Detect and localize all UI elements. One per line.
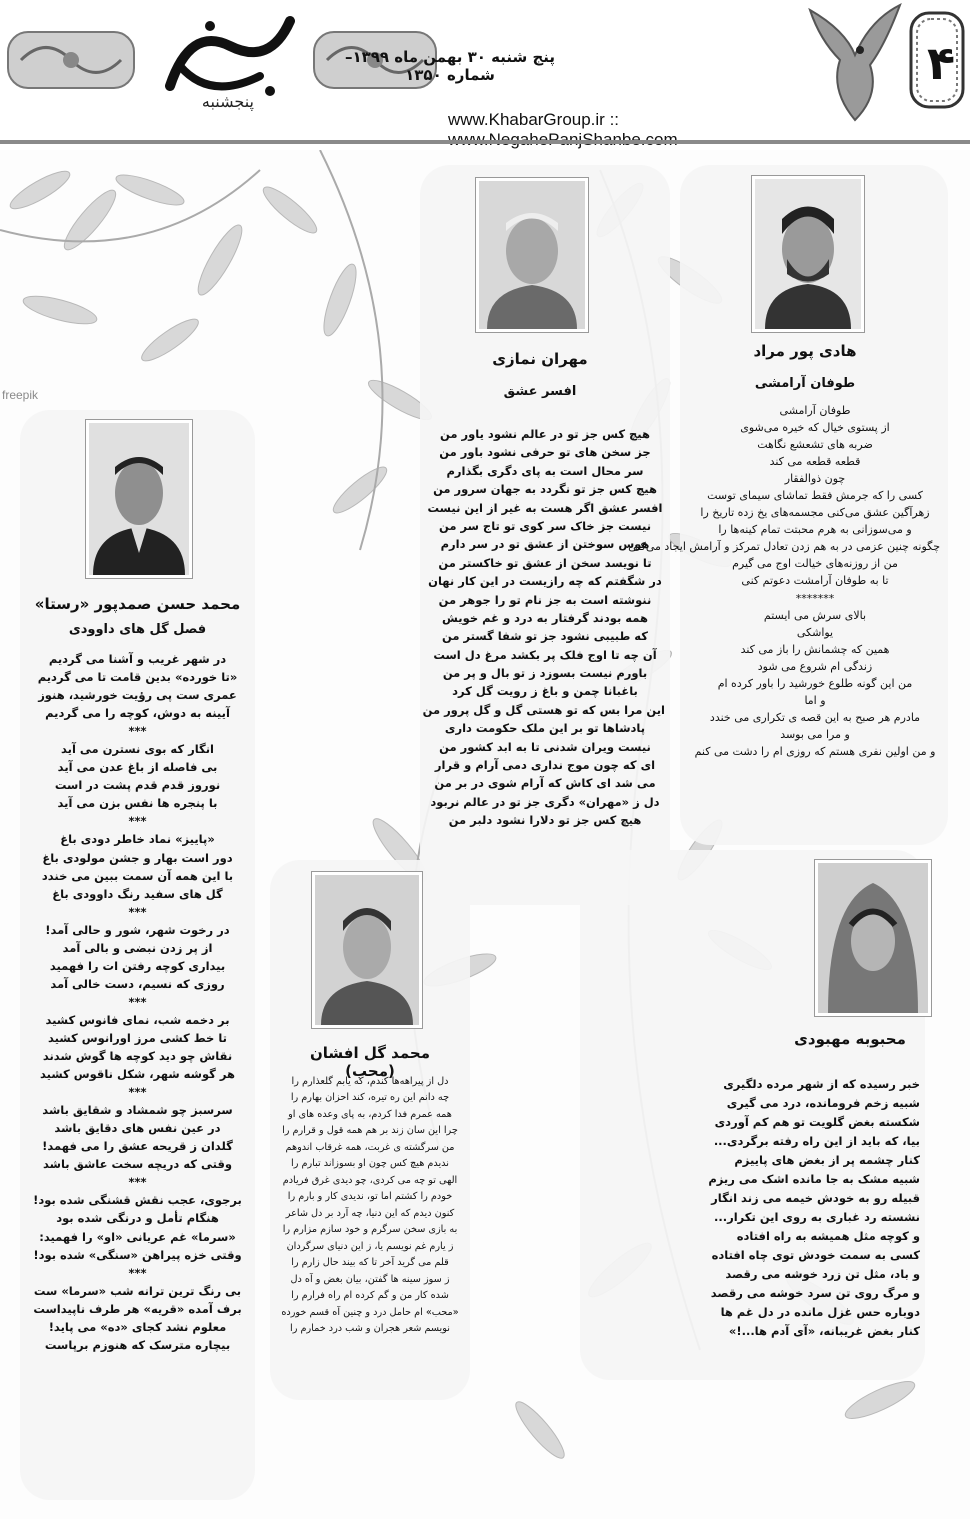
poem-title-hadi: طوفان آرامشی xyxy=(754,376,856,391)
page-number: ۴ xyxy=(926,36,956,90)
poem-line: بی رنگ ترین ترانه شب «سرما» ست xyxy=(33,1283,242,1298)
poem-line: چرا این سان زند بر هم همه قول و قرارم را xyxy=(282,1125,458,1137)
poem-line: شبیه مشک به جا مانده اشک می ریزم xyxy=(708,1171,920,1186)
poem-line: ای که چون موج نداری دمی آرام و قرار xyxy=(434,758,656,773)
poem-line: نوروز قدم قدم پشت در است xyxy=(54,778,221,793)
poem-line: که طبیبی نشود جز تو شفا گستر من xyxy=(442,629,648,644)
avatar-hadi xyxy=(752,176,864,332)
poem-line: این مرا بس که تو هستی گل و گل پرور من xyxy=(422,702,665,717)
poem-line: و اما xyxy=(804,693,826,707)
portrait-man-suit-icon xyxy=(89,423,189,575)
poem-line: خودم را کشتم اما تو، ندیدی کار و بارم را xyxy=(287,1191,453,1203)
poem-line: تا نویسد سخن از عشق تو خاکستر من xyxy=(438,555,652,570)
poem-line: با این همه آن سمت ببین می خندد xyxy=(41,868,234,883)
poem-line: با پنجره ها نفس بزن می آید xyxy=(57,796,218,811)
poem-line: خبر رسیده که از شهر مرده دلگیری xyxy=(723,1077,920,1091)
poem-line: همین که چشمانش را باز می کند xyxy=(740,642,890,656)
poem-line: بیا، که باید از این راه رفته برگردی... xyxy=(713,1133,920,1148)
poem-line: ******* xyxy=(795,591,835,605)
poem-line: در شگفتم که چه رازیست در این کار نهان xyxy=(428,574,662,589)
poem-mehran xyxy=(422,425,665,830)
avatar-mahboubeh xyxy=(815,860,931,1016)
poem-line: هوس سوختن از عشق تو در سر دارم xyxy=(440,537,650,552)
poem-line: قبیله رو به خودش خیمه می زند انگار xyxy=(711,1190,920,1205)
poem-title-sadampour: فصل گل های داوودی xyxy=(68,622,207,637)
author-name-hadi: هادی پور مراد xyxy=(753,342,857,360)
ornament-left-icon xyxy=(6,30,136,90)
poem-line: هیچ کس جز تو نگردد به جهان سرور من xyxy=(433,482,657,497)
poem-line: *** xyxy=(128,994,147,1009)
poem-line: همه بودند گرفتار به درد و غم خویش xyxy=(442,610,648,625)
poem-line: هیچ کس جز تو دلارا نشود دلبر من xyxy=(448,813,642,828)
avatar-sadampour xyxy=(86,420,192,578)
poem-line: ندیدم هیچ کس چون او بسوزاند تبارم را xyxy=(291,1158,449,1170)
poem-line: بیداری کوچه رفتن ات را فهمید xyxy=(49,958,226,973)
poem-line: الهی تو چه می کردی، چو دیدی غرق فریادم xyxy=(282,1174,458,1186)
poem-line: و مرا می بوسد xyxy=(780,727,850,741)
poem-line: کسی به سمت خودش توی چاه افتاده xyxy=(711,1247,920,1262)
poem-line: وقتی خزه پیراهن «سنگی» شده بود! xyxy=(33,1247,242,1262)
poem-line: زندگی ام شروع می شود xyxy=(757,659,873,673)
poem-line: شبیه زخم فرومانده، درد می گیری xyxy=(726,1095,920,1110)
poem-line: زهرآگین عشق می‌کنی مجسمه‌های یخ زده تاریخ را xyxy=(700,506,930,520)
poem-line: یواشکی xyxy=(796,625,834,639)
avatar-mehran xyxy=(476,178,588,332)
poem-line: پادشاها تو بر این ملک حکومت داری xyxy=(444,721,646,736)
portrait-young-man-icon xyxy=(315,875,419,1025)
poem-line: و مرگ روی تن سرد خوشه می رقصد xyxy=(710,1285,920,1300)
poem-line: چگونه چنین عزمی در به هم زدن تعادل تمرکز و آرامش ایجاد می‌کنی xyxy=(628,540,940,554)
poem-line: نیست ویران شدنی تا به ابد کشور من xyxy=(439,739,651,754)
poem-line: انگار که بوی نسترن می آید xyxy=(61,742,214,757)
masthead xyxy=(0,0,970,150)
poem-line: من سرگشته ی غربت، همه غرقاب اندوهم xyxy=(285,1141,455,1153)
poem-line: آیینه به دوش، کوچه را می گردیم xyxy=(45,706,230,721)
poem-line: و می‌سوزانی به هرم محبتت تمام کینه‌ها را xyxy=(718,523,912,537)
poem-line: مادرم هر صبح به این قصه ی تکراری می خندد xyxy=(709,710,921,724)
poem-line: و کوچه مثل همیشه به راه افتاده xyxy=(736,1228,920,1243)
poem-line: در عین نفس های دقایق باشد xyxy=(54,1121,221,1136)
website-links[interactable]: www.KhabarGroup.ir :: xyxy=(448,110,620,129)
poem-line: از پر زدن نبضی و بالی آمد xyxy=(62,940,213,955)
poem-line: در شهر غریب و آشنا می گردیم xyxy=(48,652,227,666)
poem-line: *** xyxy=(128,1175,147,1190)
poem-line: سر محال است به پای دگری بگذارم xyxy=(446,463,644,478)
poem-title-mehran: افسر عشق xyxy=(503,384,577,399)
poem-line: تا به طوفان آرامشت دعوتم کنی xyxy=(741,574,889,588)
poem-line: عمری ست پی رؤیت خورشید، هنوز xyxy=(38,688,237,703)
image-credit: freepik xyxy=(2,388,39,402)
poem-line: آن چه تا اوج فلک پر بکشد مرغ دل است xyxy=(433,647,657,662)
author-name-golafshan: محمد گل افشان (محب) xyxy=(309,1044,431,1080)
poem-mahboubeh xyxy=(590,1075,920,1341)
poem-line: *** xyxy=(128,724,147,739)
poem-line: کسی را که جرمش فقط تماشای سیمای توست xyxy=(707,489,923,503)
poem-line: *** xyxy=(128,904,147,919)
poem-line: تا خط کشی مرز اورانوس کشید xyxy=(48,1030,227,1045)
author-name-mahboubeh: محبوبه مهبودی xyxy=(794,1030,906,1048)
portrait-elder-man-icon xyxy=(479,181,585,329)
poem-line: ننوشته است به جز نام تو را جوهر من xyxy=(438,592,652,607)
poem-line: چون ذوالفقار xyxy=(784,472,846,486)
poem-line: باورم نیست بسوزد ز تو بال و پر من xyxy=(442,666,648,681)
poem-line: نویسم شعر هجران و شب درد خمارم را xyxy=(290,1323,450,1335)
poem-line: من از روزنه‌های خیالت اوج می گیرم xyxy=(732,557,898,571)
portrait-woman-scarf-icon xyxy=(818,863,928,1013)
poem-line: روزی که نسیم، دست خالی آمد xyxy=(50,976,225,991)
author-name-sadampour: محمد حسن صمدپور «رستا» xyxy=(34,595,241,613)
poem-line: «تا خورده» بدین قامت تا می گردیم xyxy=(37,670,238,685)
poem-line: من این گونه طلوع خورشید را باور کرده ام xyxy=(717,676,913,690)
poem-line: جز سخن های تو حرفی نشود باور من xyxy=(439,445,651,460)
poem-line: دور است بهار و جشن مولودی باغ xyxy=(42,850,233,865)
poem-hadi xyxy=(628,402,940,760)
portrait-man-icon xyxy=(755,179,861,329)
poem-line: نشسته رد غباری به روی این تکرار... xyxy=(713,1209,920,1224)
poem-line: نقاش چو دید کوچه ها گوش شدند xyxy=(42,1049,233,1064)
poem-line: دل از پیراهه‌ها کندم، که یابم گلعذارم را xyxy=(291,1076,449,1087)
poem-line: نیست جز خاک سر کوی تو تاج سر من xyxy=(438,518,652,533)
poem-line: بر دخمه شب، نمای فانوس کشید xyxy=(45,1012,230,1027)
masthead-subtitle: پنجشنبه xyxy=(201,92,254,111)
poem-line: برف آمده «قریه» هر طرف ناپیداست xyxy=(33,1301,242,1316)
poem-line: هیچ کس جز تو در عالم نشود یاور من xyxy=(440,427,650,441)
poem-golafshan xyxy=(275,1074,465,1338)
poem-line: «سرما» غم عریانی «او» را فهمید: xyxy=(39,1229,236,1244)
poem-line: وقتی که دریچه سخت عاشق باشد xyxy=(43,1157,232,1172)
poem-line: طوفان آرامشی xyxy=(779,404,851,417)
poem-line: همه عمرم فدا کردم، به پای وعده های او xyxy=(288,1108,452,1120)
poem-line: کنار بغض غریبانه، «آی آدم ها...!» xyxy=(728,1323,920,1338)
poem-line: چه دانم این ره تیره، کند احزان بهارم را xyxy=(290,1092,450,1104)
poem-line: بیچاره مترسک که هنوزم برپاست xyxy=(44,1337,231,1352)
poem-line: می شد ای کاش که آرام شوی در بر من xyxy=(434,776,656,791)
poem-line: هنگام تأمل و درنگی شده بود xyxy=(56,1211,219,1226)
issue-date: پنج شنبه ۳۰ بهمن ماه ۱۳۹۹– شماره ۱۳۵۰ xyxy=(344,48,556,84)
poem-line: از پستوی خیال که خیره می‌شوی xyxy=(740,421,890,435)
poem-line: «محب» ام حامل درد و چنین آه قسم خورده xyxy=(281,1306,459,1318)
poem-line: بی فاصله از باغ عدن می آید xyxy=(57,760,218,775)
poem-line: شده کار من و گم کرده ام راه فرارم را xyxy=(291,1290,449,1302)
poem-line: معلوم نشد کجای «ده» می پاید! xyxy=(48,1319,227,1334)
poem-line: *** xyxy=(128,1265,147,1280)
avatar-golafshan xyxy=(312,872,422,1028)
poem-line: کنون دیدم که این دنیا، چه آرد بر دل شاعر xyxy=(285,1207,455,1219)
author-name-mehran: مهران نمازی xyxy=(492,350,588,368)
poem-line: ز سوز سینه ها گفتن، بیان بغض و آه دل xyxy=(290,1273,450,1285)
poem-line: قلم می گرید آخر تا که بیند حال زارم را xyxy=(291,1257,449,1269)
poem-line: شکسته بغض گلویت تو هم کم آوردی xyxy=(714,1114,920,1129)
poem-line: گل های سفید رنگ داوودی باغ xyxy=(52,886,223,901)
poem-line: سرسبز چو شمشاد و شقایق باشد xyxy=(42,1103,233,1118)
poem-line: ضربه های تشعشع نگاهت xyxy=(757,438,873,452)
poem-line: و باد، مثل تن زرد خوشه می رقصد xyxy=(725,1266,920,1281)
poem-line: افسر عشق اگر هست به غیر از این نیست xyxy=(427,500,663,515)
poem-line: در رخوت شهر، شور و حالی آمد! xyxy=(45,922,230,937)
phoenix-bird-icon xyxy=(800,0,910,130)
poem-line: به بازی سخن سرگرم و خود سازم مزارم را xyxy=(282,1224,458,1236)
poem-line: دوباره حس غزل مانده در دل غم ها xyxy=(720,1304,920,1319)
poem-line: دل ز «مهران» دگری جز تو در عالم نربود xyxy=(430,794,660,809)
poem-sadampour xyxy=(25,650,250,1354)
poem-line: قطعه قطعه می کند xyxy=(769,455,861,469)
poem-line: باغبانا چمن و باغ ز رویت گل کرد xyxy=(452,684,638,699)
poem-line: ز یارم غم نویسم یا، ز این دنیای سرگردان xyxy=(286,1240,454,1252)
poem-line: برجوی، عجب نقش قشنگی شده بود! xyxy=(33,1193,242,1208)
poem-line: و من اولین نفری هستم که روزی ام را دشت می کنم xyxy=(694,744,936,758)
poem-line: *** xyxy=(128,814,147,829)
header-divider xyxy=(0,140,970,144)
poem-line: کنار چشمه پر از بغض های پاییزم xyxy=(734,1152,920,1167)
poem-line: *** xyxy=(128,1085,147,1100)
poem-line: بالای سرش می ایستم xyxy=(763,608,867,622)
poem-line: گلدان ز قریحه عشق را می فهمد! xyxy=(42,1139,233,1154)
poem-line: هر گوشه شهر، شکل ناقوس کشید xyxy=(40,1067,235,1082)
poem-line: «پاییز» نماد خاطر دودی باغ xyxy=(60,832,215,847)
